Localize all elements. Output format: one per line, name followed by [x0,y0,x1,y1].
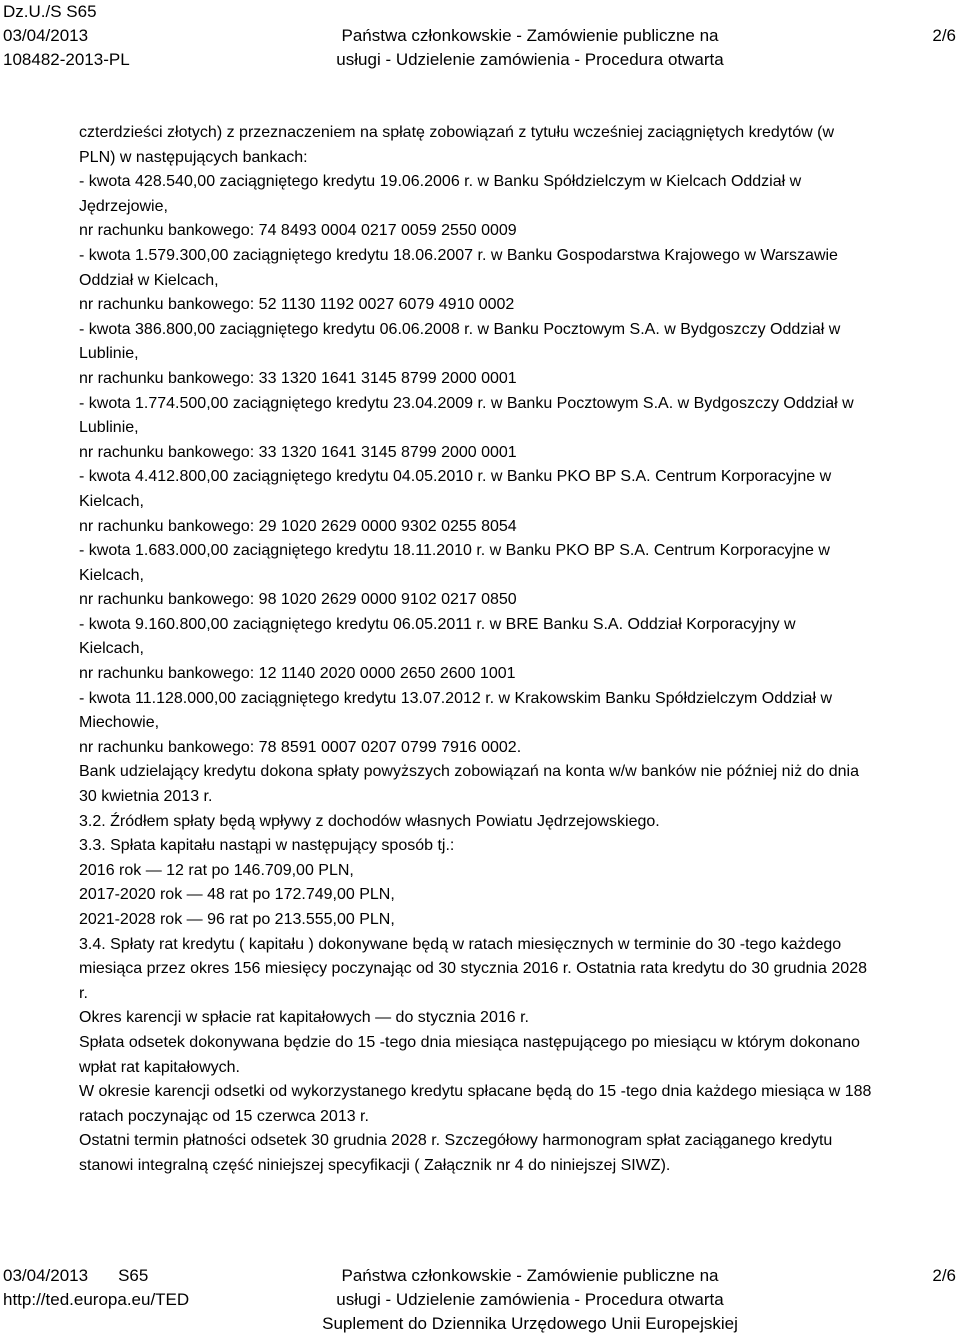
header-series: Dz.U./S S65 [3,2,97,21]
body-line: stanowi integralną część niniejszej specyfikacji ( Załącznik nr 4 do niniejszej SIWZ). [79,1156,671,1174]
body-line: Lublinie, [79,345,139,363]
body-line: nr rachunku bankowego: 78 8591 0007 0207 0799 7916 0002. [79,738,522,756]
body-line: ratach poczynając od 15 czerwca 2013 r. [79,1107,369,1125]
body-line: Spłata odsetek dokonywana będzie do 15 -tego dnia miesiąca następującego po miesiącu w którym dokonano [79,1033,860,1051]
footer-title [300,1264,760,1336]
body-line: - kwota 11.128.000,00 zaciągniętego kredytu 13.07.2012 r. w Krakowskim Banku Spółdzielczym Oddział w [79,689,832,707]
body-line: wpłat rat kapitałowych. [79,1058,240,1076]
body-line: czterdzieści złotych) z przeznaczeniem na spłatę zobowiązań z tytułu wcześniej zaciągniętych kredytów (w [79,124,834,141]
body-line: PLN) w następujących bankach: [79,148,308,166]
body-line: - kwota 1.683.000,00 zaciągniętego kredytu 18.11.2010 r. w Banku PKO BP S.A. Centrum Korporacyjne w [79,542,830,560]
body-line: Miechowie, [79,714,160,732]
page-header [0,0,960,72]
body-line: Kielcach, [79,566,144,584]
body-line: nr rachunku bankowego: 52 1130 1192 0027 6079 4910 0002 [79,296,515,314]
body-line: - kwota 9.160.800,00 zaciągniętego kredytu 06.05.2011 r. w BRE Banku S.A. Oddział Korporacyjny w [79,615,796,633]
body-line: - kwota 386.800,00 zaciągniętego kredytu 06.06.2008 r. w Banku Pocztowym S.A. w Bydgoszczy Oddział w [79,320,841,338]
header-left [3,0,130,72]
body-line: - kwota 428.540,00 zaciągniętego kredytu 19.06.2006 r. w Banku Spółdzielczym w Kielcach Oddział w [79,173,802,191]
body-line: 2017-2020 rok — 48 rat po 172.749,00 PLN, [79,886,395,904]
header-title-line2: usługi - Udzielenie zamówienia - Procedura otwarta [336,50,724,69]
body-line: Ostatni termin płatności odsetek 30 grudnia 2028 r. Szczegółowy harmonogram spłat zaciąganego kredytu [79,1132,833,1150]
body-line: 3.3. Spłata kapitału nastąpi w następujący sposób tj.: [79,837,455,855]
header-title [330,24,730,72]
body-line: r. [79,984,88,1002]
footer-title-line3: Suplement do Dziennika Urzędowego Unii Europejskiej [322,1314,738,1333]
header-page-number: 2/6 [932,26,956,45]
footer-page-number: 2/6 [932,1266,956,1285]
header-title-line1: Państwa członkowskie - Zamówienie publiczne na [341,26,719,45]
page-footer [0,1264,960,1334]
body-line: W okresie karencji odsetki od wykorzystanego kredytu spłacane będą do 15 -tego dnia każdego miesiąca w 188 [79,1083,872,1101]
footer-title-line1: Państwa członkowskie - Zamówienie publiczne na [341,1266,719,1285]
footer-series: S65 [118,1266,149,1285]
body-line: miesiąca przez okres 156 miesięcy poczynając od 30 stycznia 2016 r. Ostatnia rata kredytu do 30 grudnia 2028 [79,960,867,978]
footer-date-row [3,1264,189,1288]
footer-url[interactable]: http://ted.europa.eu/TED [3,1290,190,1309]
body-line: 3.4. Spłaty rat kredytu ( kapitału ) dokonywane będą w ratach miesięcznych w terminie do 30 -tego każdego [79,935,842,953]
body-line: nr rachunku bankowego: 33 1320 1641 3145 8799 2000 0001 [79,369,517,387]
body-line: 2021-2028 rok — 96 rat po 213.555,00 PLN, [79,911,395,928]
body-line: Kielcach, [79,492,144,510]
body-line: nr rachunku bankowego: 33 1320 1641 3145 8799 2000 0001 [79,443,517,461]
header-date: 03/04/2013 [3,26,89,45]
body-line: nr rachunku bankowego: 98 1020 2629 0000 9102 0217 0850 [79,591,517,609]
body-line: nr rachunku bankowego: 29 1020 2629 0000 9302 0255 8054 [79,517,517,535]
body-line: Okres karencji w spłacie rat kapitałowych — do stycznia 2016 r. [79,1009,529,1027]
body-line: Jędrzejowie, [79,197,168,215]
body-line: Oddział w Kielcach, [79,271,219,289]
body-line: - kwota 4.412.800,00 zaciągniętego kredytu 04.05.2010 r. w Banku PKO BP S.A. Centrum Korporacyjne w [79,468,832,486]
body-line: 30 kwietnia 2013 r. [79,788,213,806]
footer-title-line2: usługi - Udzielenie zamówienia - Procedura otwarta [336,1290,724,1309]
header-notice-id: 108482-2013-PL [3,50,130,69]
body-line: 2016 rok — 12 rat po 146.709,00 PLN, [79,861,354,879]
body-line: nr rachunku bankowego: 74 8493 0004 0217 0059 2550 0009 [79,222,517,240]
body-line: - kwota 1.774.500,00 zaciągniętego kredytu 23.04.2009 r. w Banku Pocztowym S.A. w Bydgoszczy Oddział w [79,394,854,412]
body-line: Lublinie, [79,419,139,437]
body-line: - kwota 1.579.300,00 zaciągniętego kredytu 18.06.2007 r. w Banku Gospodarstwa Krajowego w Warszawie [79,246,838,264]
body-line: Bank udzielający kredytu dokona spłaty powyższych zobowiązań na konta w/w banków nie później niż do dnia [79,763,860,781]
body-line: Kielcach, [79,640,144,658]
body-line: 3.2. Źródłem spłaty będą wpływy z dochodów własnych Powiatu Jędrzejowskiego. [79,812,660,830]
body-line: nr rachunku bankowego: 12 1140 2020 0000 2650 2600 1001 [79,665,516,683]
footer-date: 03/04/2013 [3,1266,89,1285]
document-body [79,121,959,1179]
footer-left [3,1264,189,1312]
